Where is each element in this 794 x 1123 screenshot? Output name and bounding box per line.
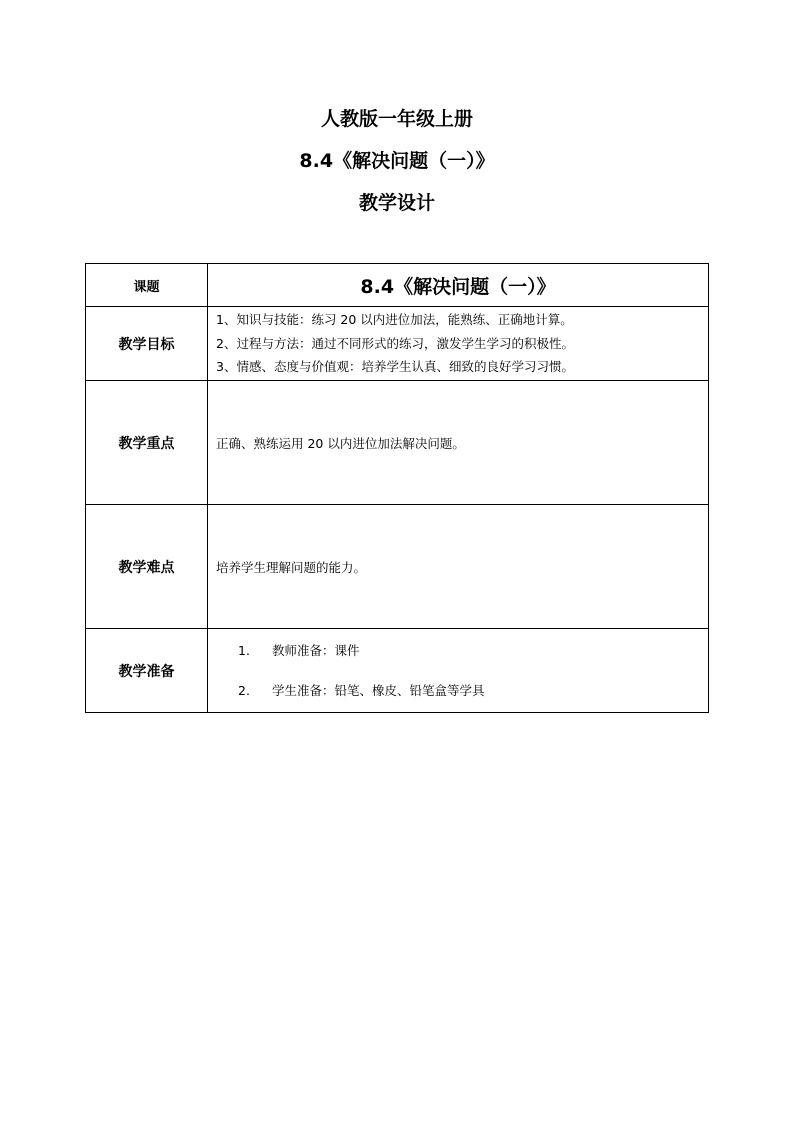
- key-points-label: 教学重点: [86, 381, 208, 505]
- preparation-label: 教学准备: [86, 629, 208, 713]
- lesson-plan-table: [85, 263, 709, 713]
- topic-value: 8.4《解决问题（一）》: [208, 264, 709, 307]
- goal-item: 2、过程与方法：通过不同形式的练习，激发学生学习的积极性。: [216, 335, 574, 351]
- doc-title-line-3: 教学设计: [358, 192, 435, 214]
- preparation-content: [208, 629, 709, 713]
- difficulties-value: 培养学生理解问题的能力。: [208, 505, 709, 629]
- table-row-preparation: [86, 629, 709, 713]
- preparation-item: [216, 671, 708, 711]
- preparation-item-number: 1.: [238, 642, 250, 658]
- goal-item: 1、知识与技能：练习 20 以内进位加法，能熟练、正确地计算。: [216, 312, 573, 328]
- table-row-goals: [86, 307, 709, 381]
- difficulties-label: 教学难点: [86, 505, 208, 629]
- goals-label: 教学目标: [86, 307, 208, 381]
- preparation-item-text: 学生准备：铅笔、橡皮、铅笔盒等学具: [272, 682, 485, 698]
- goals-content: [208, 307, 709, 381]
- topic-label: 课题: [86, 264, 208, 307]
- preparation-item-number: 2.: [238, 682, 250, 698]
- goal-item: 3、情感、态度与价值观：培养学生认真、细致的良好学习习惯。: [216, 359, 574, 375]
- doc-title-line-1: 人教版一年级上册: [320, 108, 473, 130]
- doc-title-line-2: 8.4《解决问题（一）》: [299, 150, 495, 172]
- table-row-key-points: [86, 381, 709, 505]
- preparation-item-text: 教师准备：课件: [272, 642, 360, 658]
- table-row-difficulties: [86, 505, 709, 629]
- key-points-value: 正确、熟练运用 20 以内进位加法解决问题。: [208, 381, 709, 505]
- preparation-item: [216, 631, 708, 671]
- table-row-topic: [86, 264, 709, 307]
